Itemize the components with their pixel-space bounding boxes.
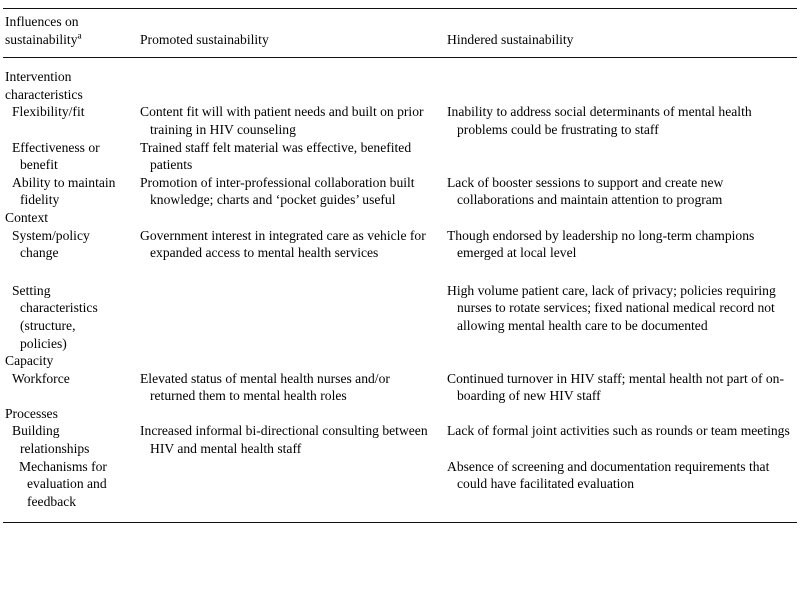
table-row <box>3 139 797 174</box>
column-header-hindered-text: Hindered sustainability <box>447 31 574 47</box>
section-row <box>3 405 797 423</box>
section-label: Capacity <box>5 353 54 369</box>
section-label: Processes <box>5 405 58 421</box>
table-row <box>3 262 797 352</box>
promoted-cell <box>138 209 447 227</box>
hindered-cell: High volume patient care, lack of privacy; policies requiring nurses to rotate services; fixed national medical record not allowing mental health care to be documented <box>447 282 776 333</box>
table-row <box>3 174 797 209</box>
hindered-cell: Though endorsed by leadership no long-term champions emerged at local level <box>447 227 755 261</box>
promoted-cell: Promotion of inter-professional collaboration built knowledge; charts and ‘pocket guides’ useful <box>140 174 415 208</box>
paper-table-container <box>3 8 797 523</box>
section-label: Intervention characteristics <box>5 69 83 102</box>
hindered-cell: Inability to address social determinants of mental health problems could be frustrating to staff <box>447 104 752 137</box>
promoted-cell <box>138 262 447 352</box>
promoted-cell <box>138 58 447 104</box>
promoted-cell: Increased informal bi-directional consulting between HIV and mental health staff <box>140 423 428 457</box>
row-label: Building relationships <box>12 423 90 457</box>
column-header-influences <box>3 9 138 58</box>
table-row <box>3 227 797 262</box>
hindered-cell <box>447 58 797 104</box>
row-label: Workforce <box>12 370 70 386</box>
promoted-cell <box>138 405 447 423</box>
row-label: Ability to maintain fidelity <box>12 174 116 208</box>
table-row <box>3 370 797 405</box>
table-body <box>3 58 797 523</box>
row-label: Mechanisms for evaluation and feedback <box>19 458 107 509</box>
promoted-cell: Content fit will with patient needs and built on prior training in HIV counseling <box>140 104 424 137</box>
promoted-cell: Elevated status of mental health nurses and/or returned them to mental health roles <box>140 370 390 404</box>
hindered-cell <box>447 405 797 423</box>
row-label: System/policy change <box>12 227 90 261</box>
table-row <box>3 103 797 138</box>
hindered-cell: Lack of booster sessions to support and create new collaborations and maintain attention to program <box>447 174 724 208</box>
footnote-marker: a <box>77 31 82 42</box>
promoted-cell <box>138 352 447 370</box>
hindered-cell <box>447 352 797 370</box>
hindered-cell: Absence of screening and documentation requirements that could have facilitated evaluation <box>447 458 770 492</box>
section-label: Context <box>5 209 49 225</box>
row-label: Effectiveness or benefit <box>12 139 100 173</box>
row-label: Setting characteristics (structure, policies) <box>12 282 98 351</box>
section-row <box>3 209 797 227</box>
hindered-cell: Continued turnover in HIV staff; mental health not part of on-boarding of new HIV staff <box>447 370 785 404</box>
table-header <box>3 9 797 58</box>
table-row <box>3 422 797 457</box>
promoted-cell <box>138 458 447 523</box>
hindered-cell: Lack of formal joint activities such as rounds or team meetings <box>447 423 790 439</box>
column-header-influences-text: Influences on sustainability <box>5 14 79 47</box>
column-header-promoted-text: Promoted sustainability <box>140 31 269 47</box>
promoted-cell: Government interest in integrated care as vehicle for expanded access to mental health services <box>140 227 426 261</box>
header-row <box>3 9 797 58</box>
section-row <box>3 58 797 104</box>
table-row <box>3 458 797 523</box>
promoted-cell: Trained staff felt material was effective, benefited patients <box>140 139 412 173</box>
row-label: Flexibility/fit <box>12 104 85 120</box>
hindered-cell <box>447 139 797 174</box>
sustainability-table <box>3 8 797 523</box>
hindered-cell <box>447 209 797 227</box>
column-header-hindered <box>447 9 797 58</box>
section-row <box>3 352 797 370</box>
column-header-promoted <box>138 9 447 58</box>
